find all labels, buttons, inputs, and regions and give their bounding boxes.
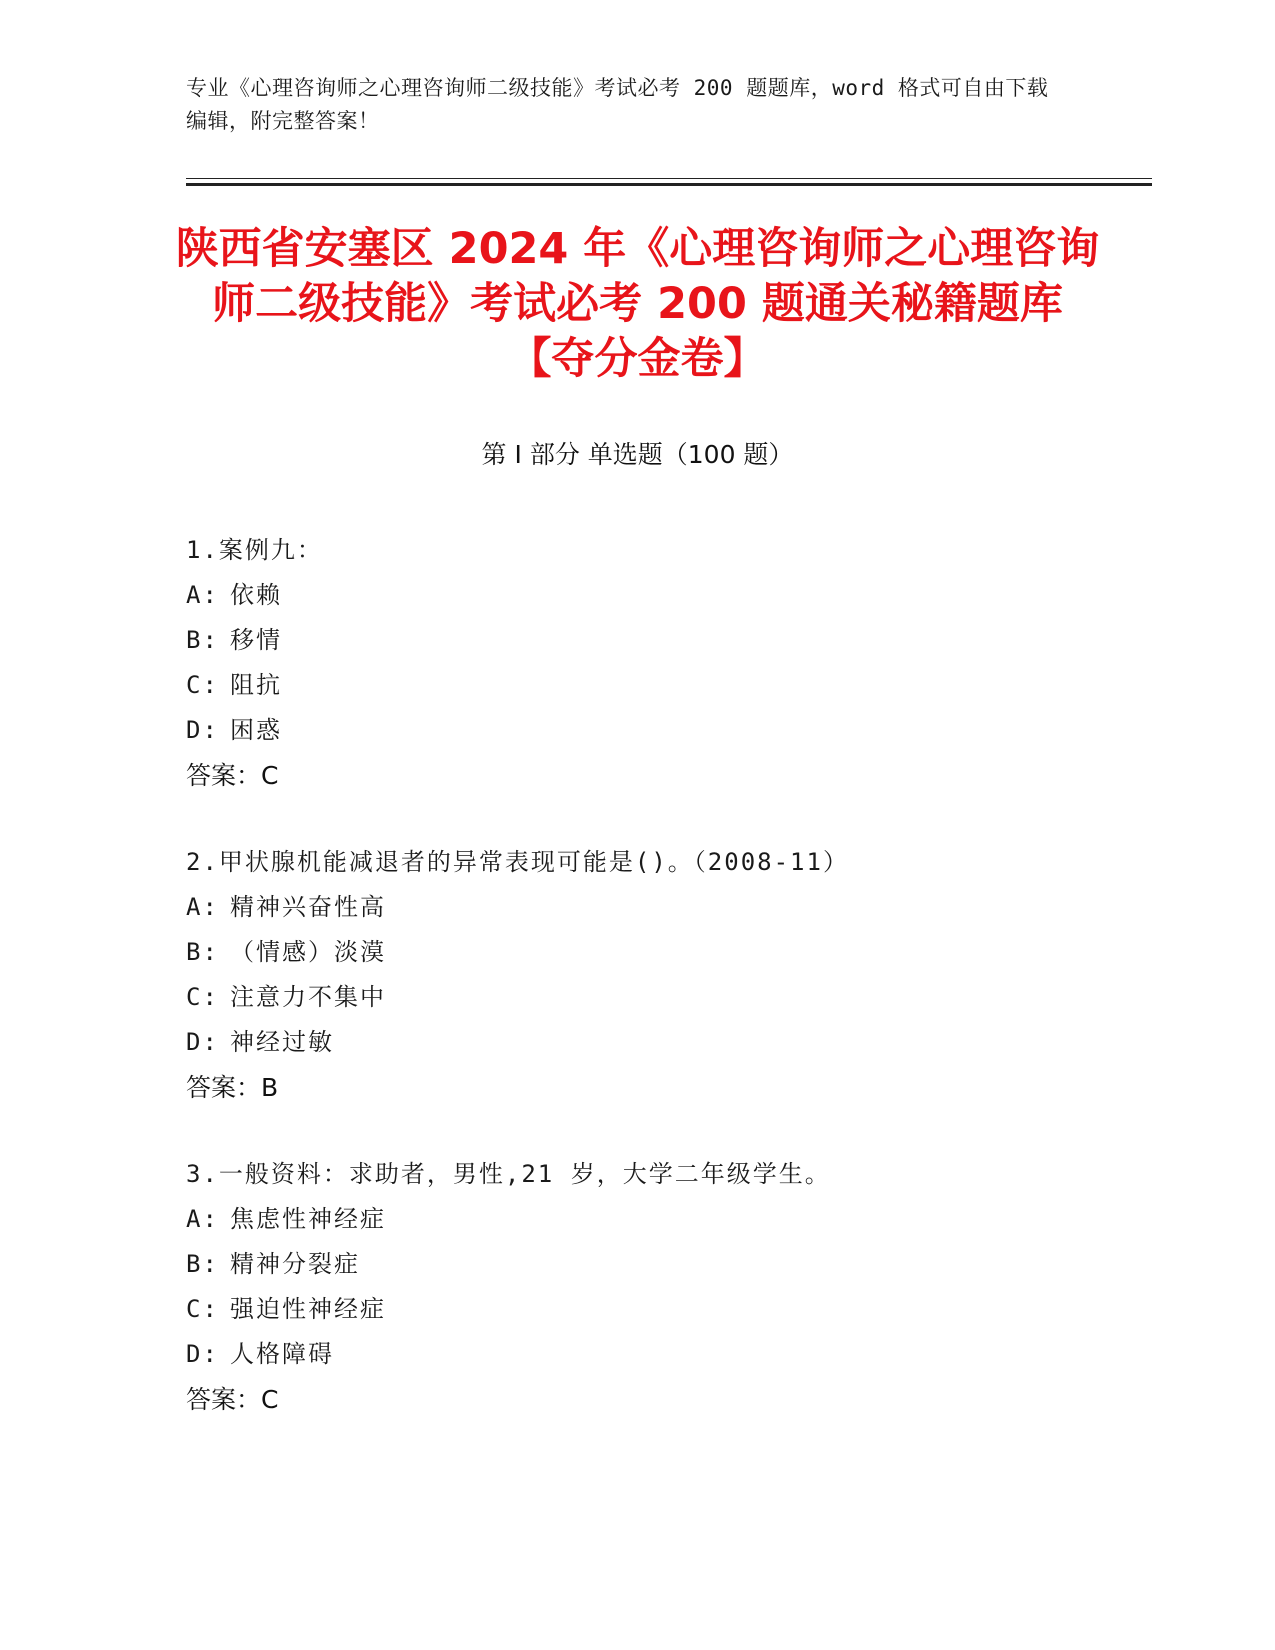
option-b — [186, 930, 1146, 975]
option-text: 阻抗 — [230, 671, 282, 699]
option-key: B: — [186, 1250, 219, 1278]
question-1 — [186, 528, 1146, 798]
question-2 — [186, 840, 1146, 1110]
section-heading: 第 I 部分 单选题（100 题） — [481, 440, 794, 469]
option-key: B: — [186, 626, 219, 654]
option-key: D: — [186, 1028, 219, 1056]
question-list — [186, 528, 1146, 1464]
option-c — [186, 975, 1146, 1020]
option-text: 依赖 — [230, 581, 282, 609]
answer-line — [186, 1065, 1146, 1110]
answer-line — [186, 1377, 1146, 1422]
header-divider-thin — [186, 178, 1152, 179]
option-d — [186, 1020, 1146, 1065]
option-key: A: — [186, 1205, 219, 1233]
header-divider-thick — [186, 183, 1152, 186]
option-a — [186, 573, 1146, 618]
answer-line — [186, 753, 1146, 798]
option-b — [186, 1242, 1146, 1287]
option-text: 焦虑性神经症 — [230, 1205, 386, 1233]
question-stem: 2.甲状腺机能减退者的异常表现可能是()。（2008-11） — [186, 848, 849, 876]
option-key: A: — [186, 581, 219, 609]
answer-label: 答案： — [186, 1073, 262, 1102]
option-text: 神经过敏 — [230, 1028, 334, 1056]
option-text: 移情 — [230, 626, 282, 654]
option-text: 精神兴奋性高 — [230, 893, 386, 921]
option-key: B: — [186, 938, 219, 966]
answer-value: C — [261, 761, 279, 790]
question-stem: 3.一般资料：求助者，男性,21 岁，大学二年级学生。 — [186, 1160, 831, 1188]
option-key: A: — [186, 893, 219, 921]
answer-label: 答案： — [186, 761, 262, 790]
option-a — [186, 1197, 1146, 1242]
option-text: 精神分裂症 — [230, 1250, 360, 1278]
option-d — [186, 708, 1146, 753]
answer-label: 答案： — [186, 1385, 262, 1414]
option-text: 强迫性神经症 — [230, 1295, 386, 1323]
option-key: D: — [186, 716, 219, 744]
option-key: C: — [186, 983, 219, 1011]
option-key: C: — [186, 671, 219, 699]
header-note: 专业《心理咨询师之心理咨询师二级技能》考试必考 200 题题库，word 格式可自由下载编辑，附完整答案！ — [186, 76, 1049, 133]
answer-value: B — [261, 1073, 279, 1102]
option-text: 注意力不集中 — [230, 983, 386, 1011]
option-text: （情感）淡漠 — [230, 938, 386, 966]
option-key: D: — [186, 1340, 219, 1368]
option-b — [186, 618, 1146, 663]
option-d — [186, 1332, 1146, 1377]
question-stem: 1.案例九： — [186, 536, 323, 564]
option-a — [186, 885, 1146, 930]
document-title: 陕西省安塞区 2024 年《心理咨询师之心理咨询师二级技能》考试必考 200 题通关秘籍题库【夺分金卷】 — [175, 224, 1100, 384]
option-text: 人格障碍 — [230, 1340, 334, 1368]
option-text: 困惑 — [230, 716, 282, 744]
option-key: C: — [186, 1295, 219, 1323]
option-c — [186, 1287, 1146, 1332]
answer-value: C — [261, 1385, 279, 1414]
option-c — [186, 663, 1146, 708]
question-3 — [186, 1152, 1146, 1422]
